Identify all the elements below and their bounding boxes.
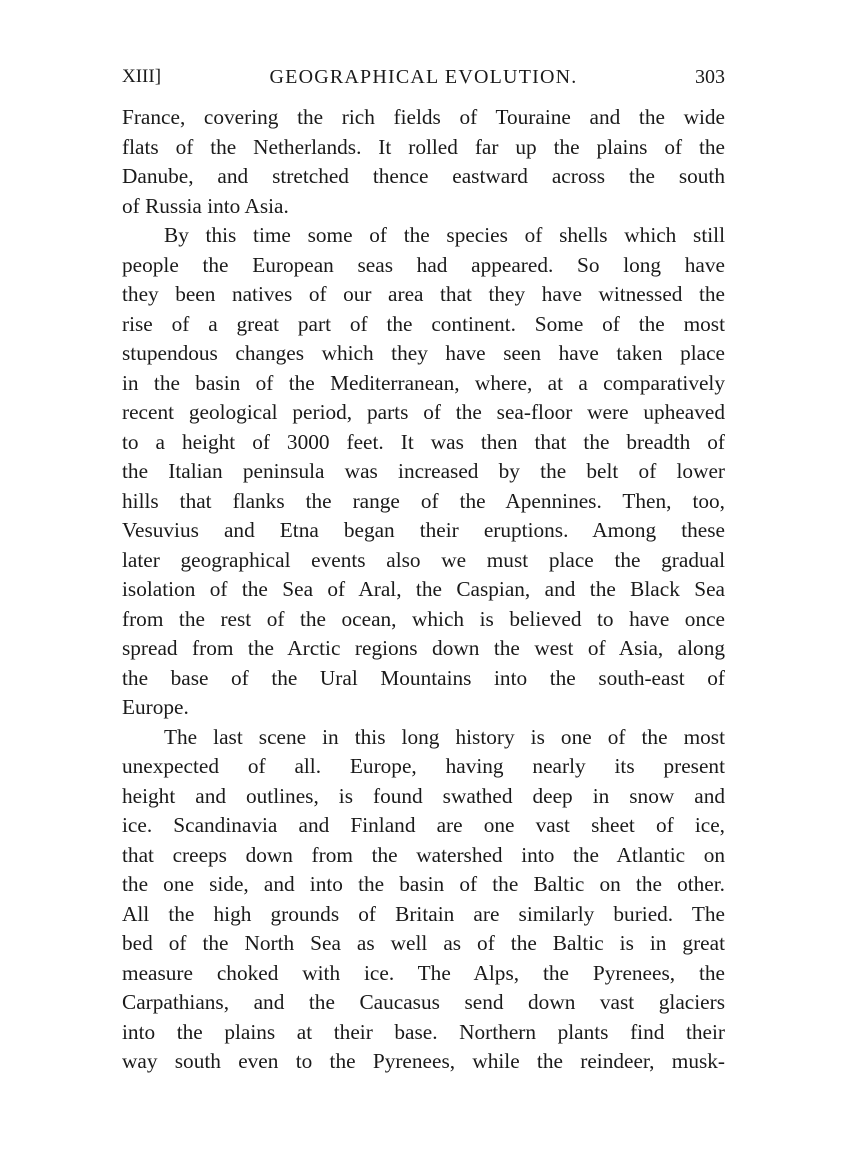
- text-line: ice. Scandinavia and Finland are one vast sheet of ice,: [122, 813, 725, 837]
- text-line: hills that flanks the range of the Apennines. Then, too,: [122, 488, 725, 513]
- text-line: Vesuvius and Etna began their eruptions. Among these: [122, 518, 725, 542]
- text-line: isolation of the Sea of Aral, the Caspian, and the Black Sea: [122, 577, 725, 601]
- text-line: of Russia into Asia.: [122, 193, 289, 218]
- text-line: the base of the Ural Mountains into the south-east of: [122, 665, 725, 690]
- text-line: By this time some of the species of shells which still: [164, 223, 725, 247]
- text-line: rise of a great part of the continent. Some of the most: [122, 311, 725, 336]
- text-line: into the plains at their base. Northern plants find their: [122, 1019, 725, 1044]
- text-line: that creeps down from the watershed into the Atlantic on: [122, 842, 725, 867]
- text-line: Carpathians, and the Caucasus send down vast glaciers: [122, 990, 725, 1014]
- page-number: 303: [695, 66, 725, 88]
- text-line: recent geological period, parts of the sea-floor were upheaved: [122, 400, 725, 424]
- text-line: in the basin of the Mediterranean, where, at a comparatively: [122, 370, 725, 395]
- text-line: the Italian peninsula was increased by the belt of lower: [122, 459, 725, 483]
- chapter-marker: XIII]: [122, 66, 162, 87]
- text-line: people the European seas had appeared. So long have: [122, 252, 725, 277]
- text-line: spread from the Arctic regions down the west of Asia, along: [122, 636, 725, 660]
- text-line: Danube, and stretched thence eastward across the south: [122, 164, 725, 188]
- text-line: All the high grounds of Britain are similarly buried. The: [122, 901, 725, 926]
- running-title: GEOGRAPHICAL EVOLUTION.: [269, 66, 578, 88]
- text-line: flats of the Netherlands. It rolled far up the plains of the: [122, 134, 725, 159]
- text-line: way south even to the Pyrenees, while the reindeer, musk-: [122, 1049, 725, 1073]
- text-line: from the rest of the ocean, which is believed to have once: [122, 606, 725, 631]
- text-line: to a height of 3000 feet. It was then that the breadth of: [122, 429, 725, 454]
- body-text: [122, 103, 725, 1077]
- running-head: [122, 62, 725, 92]
- text-line: Europe.: [122, 695, 189, 719]
- text-line: bed of the North Sea as well as of the Baltic is in great: [122, 931, 725, 955]
- text-line: height and outlines, is found swathed deep in snow and: [122, 783, 725, 808]
- text-line: The last scene in this long history is one of the most: [164, 724, 725, 749]
- text-line: unexpected of all. Europe, having nearly its present: [122, 754, 725, 778]
- text-line: stupendous changes which they have seen have taken place: [122, 341, 725, 365]
- text-line: France, covering the rich fields of Touraine and the wide: [122, 105, 725, 129]
- text-line: the one side, and into the basin of the Baltic on the other.: [122, 872, 725, 896]
- text-line: they been natives of our area that they have witnessed the: [122, 282, 725, 306]
- text-line: measure choked with ice. The Alps, the Pyrenees, the: [122, 960, 725, 985]
- text-line: later geographical events also we must place the gradual: [122, 547, 725, 572]
